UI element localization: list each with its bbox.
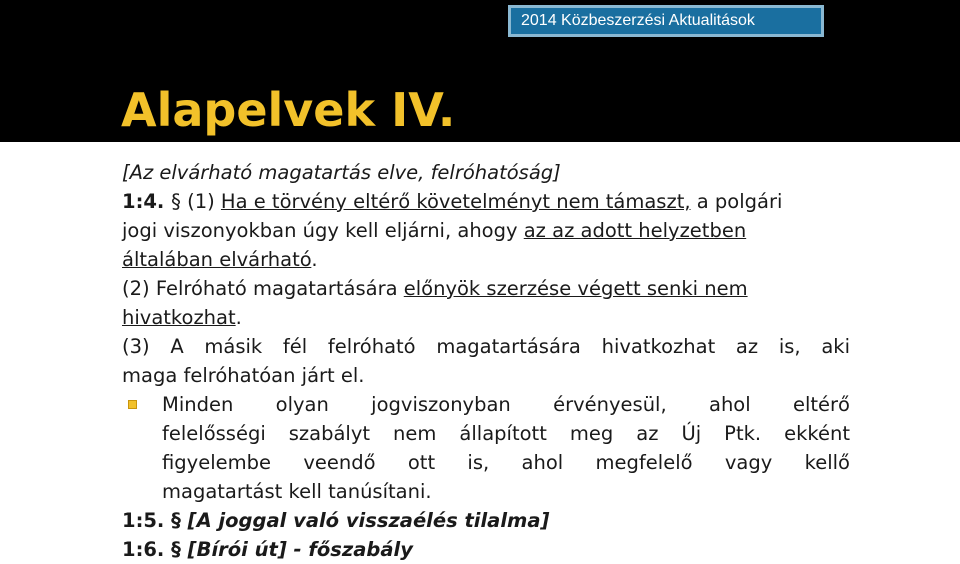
text-segment: . xyxy=(311,248,318,271)
bullet-line-3: figyelembe veendő ott is, ahol megfelelő vagy kellő xyxy=(162,451,850,474)
slide-title: Alapelvek IV. xyxy=(121,83,456,137)
underlined-phrase: Ha e törvény eltérő követelményt nem támaszt, xyxy=(220,190,691,213)
paragraph-3-line-2: maga felróhatóan járt el. xyxy=(122,364,365,387)
paragraph-reference: 1:5. xyxy=(122,509,172,532)
bullet-item xyxy=(122,390,850,506)
paragraph-2-line-1 xyxy=(122,274,850,303)
underlined-phrase: hivatkozhat xyxy=(122,306,236,329)
section-heading: [Az elvárható magatartás elve, felróhatóság] xyxy=(122,161,561,184)
text-segment: jogi viszonyokban úgy kell eljárni, ahogy xyxy=(122,219,524,242)
bullet-line-1: Minden olyan jogviszonyban érvényesül, ahol eltérő xyxy=(162,393,850,416)
text-segment: (2) Felróható magatartására xyxy=(122,277,404,300)
paragraph-number: (1) xyxy=(180,190,221,213)
paragraph-1-line-2 xyxy=(122,216,850,245)
text-segment: . xyxy=(235,306,242,329)
section-sign-icon: § xyxy=(171,509,181,532)
section-sign-icon: § xyxy=(171,190,181,213)
section-sign-icon: § xyxy=(171,538,181,561)
reference-title: [Bírói út] - főszabály xyxy=(180,538,413,561)
bullet-line-2: felelősségi szabályt nem állapított meg az Új Ptk. ekként xyxy=(162,422,850,445)
paragraph-2-line-2 xyxy=(122,303,850,332)
square-bullet-icon xyxy=(128,400,137,409)
bullet-line-4: magatartást kell tanúsítani. xyxy=(162,480,432,503)
text-segment: a polgári xyxy=(690,190,783,213)
course-tag: 2014 Közbeszerzési Aktualitások xyxy=(508,5,824,37)
slide-header xyxy=(0,0,960,142)
paragraph-1-line-1 xyxy=(122,187,850,216)
paragraph-3-line-1: (3) A másik fél felróható magatartására hivatkozhat az is, aki xyxy=(122,335,850,358)
paragraph-reference: 1:6. xyxy=(122,538,172,561)
underlined-phrase: az az adott helyzetben xyxy=(523,219,747,242)
paragraph-reference: 1:4. xyxy=(122,190,172,213)
reference-title: [A joggal való visszaélés tilalma] xyxy=(180,509,550,532)
slide-body xyxy=(122,158,850,564)
underlined-phrase: előnyök szerzése végett senki nem xyxy=(403,277,748,300)
underlined-phrase: általában elvárható xyxy=(122,248,312,271)
reference-line-1-6 xyxy=(122,535,850,564)
reference-line-1-5 xyxy=(122,506,850,535)
paragraph-1-line-3 xyxy=(122,245,850,274)
